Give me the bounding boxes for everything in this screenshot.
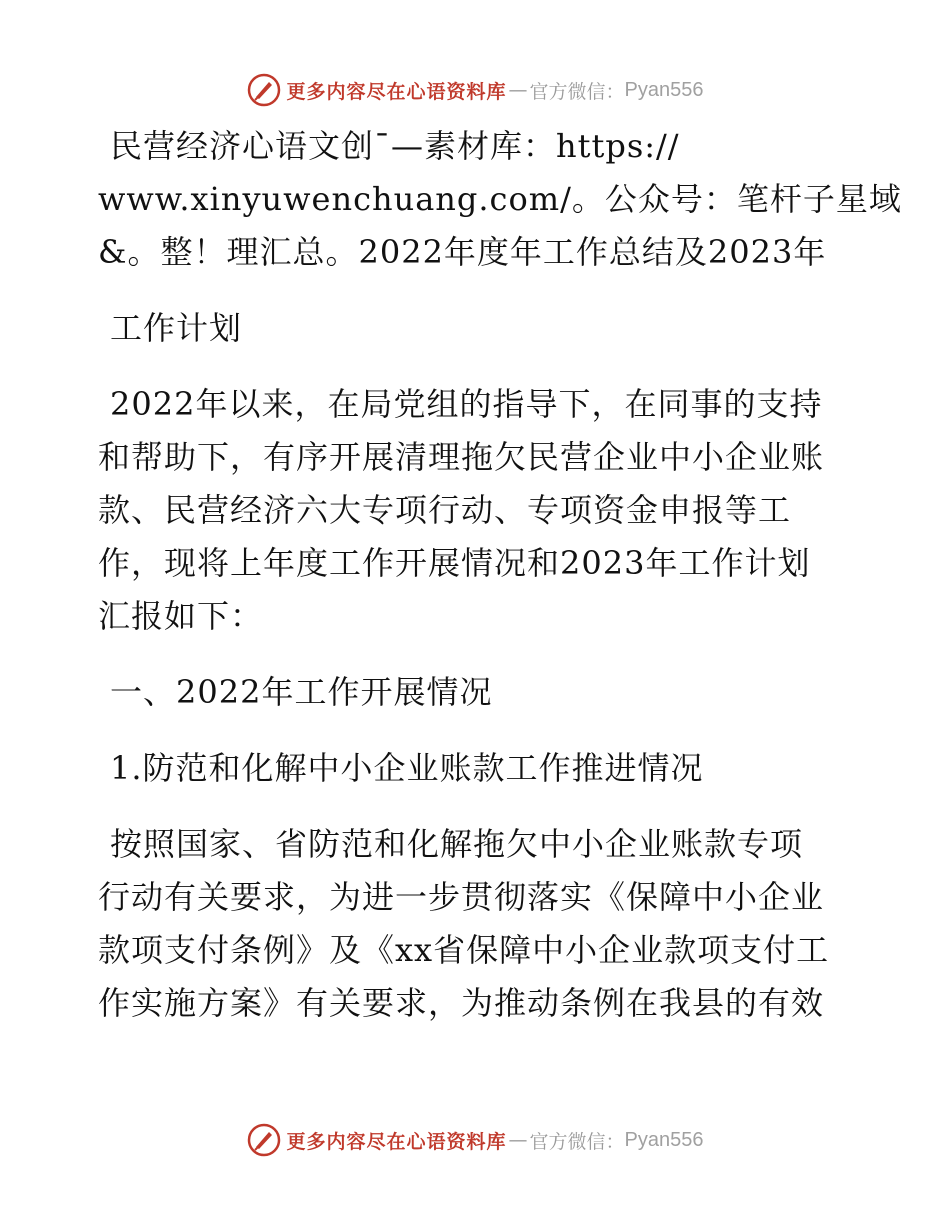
banner-wechat-id: Pyan556 [624,78,704,101]
banner-text: 更多内容尽在心语资料库 [286,1130,507,1153]
intro-line: www.xinyuwenchuang.com/。公众号：笔杆子星域 [98,180,902,218]
footer-banner [0,1118,950,1162]
paragraph-line: 和帮助下，有序开展清理拖欠民营企业中小企业账 [98,438,825,476]
banner-separator: — [508,79,528,101]
paragraph-line: 汇报如下： [98,597,264,635]
paragraph-line: 2022年以来，在局党组的指导下，在同事的支持 [110,385,823,423]
paragraph-line: 作，现将上年度工作开展情况和2023年工作计划 [98,544,811,582]
paragraph-line: 按照国家、省防范和化解拖欠中小企业账款专项 [110,825,804,863]
paragraph-line: 行动有关要求，为进一步贯彻落实《保障中小企业 [98,878,825,916]
banner-wechat-id: Pyan556 [624,1128,704,1151]
banner-wechat-label: 官方微信： [529,1130,625,1153]
banner-separator: — [508,1129,528,1151]
quill-logo-icon [247,73,281,107]
document-body [98,120,902,1030]
intro-line: 民营经济心语文创¯—素材库：https:// [110,127,680,165]
title-line: 工作计划 [110,309,243,347]
paragraph-line: 款、民营经济六大专项行动、专项资金申报等工 [98,491,792,529]
paragraph-line: 款项支付条例》及《xx省保障中小企业款项支付工 [98,931,830,969]
section-heading: 一、2022年工作开展情况 [110,673,493,711]
intro-line: &。整！理汇总。2022年度年工作总结及2023年 [98,233,827,271]
quill-logo-icon [247,1123,281,1157]
subsection-heading: 1.防范和化解中小企业账款工作推进情况 [110,749,704,787]
banner-wechat-label: 官方微信： [529,80,625,103]
header-banner [0,68,950,112]
banner-text: 更多内容尽在心语资料库 [286,80,507,103]
paragraph-line: 作实施方案》有关要求，为推动条例在我县的有效 [98,984,825,1022]
